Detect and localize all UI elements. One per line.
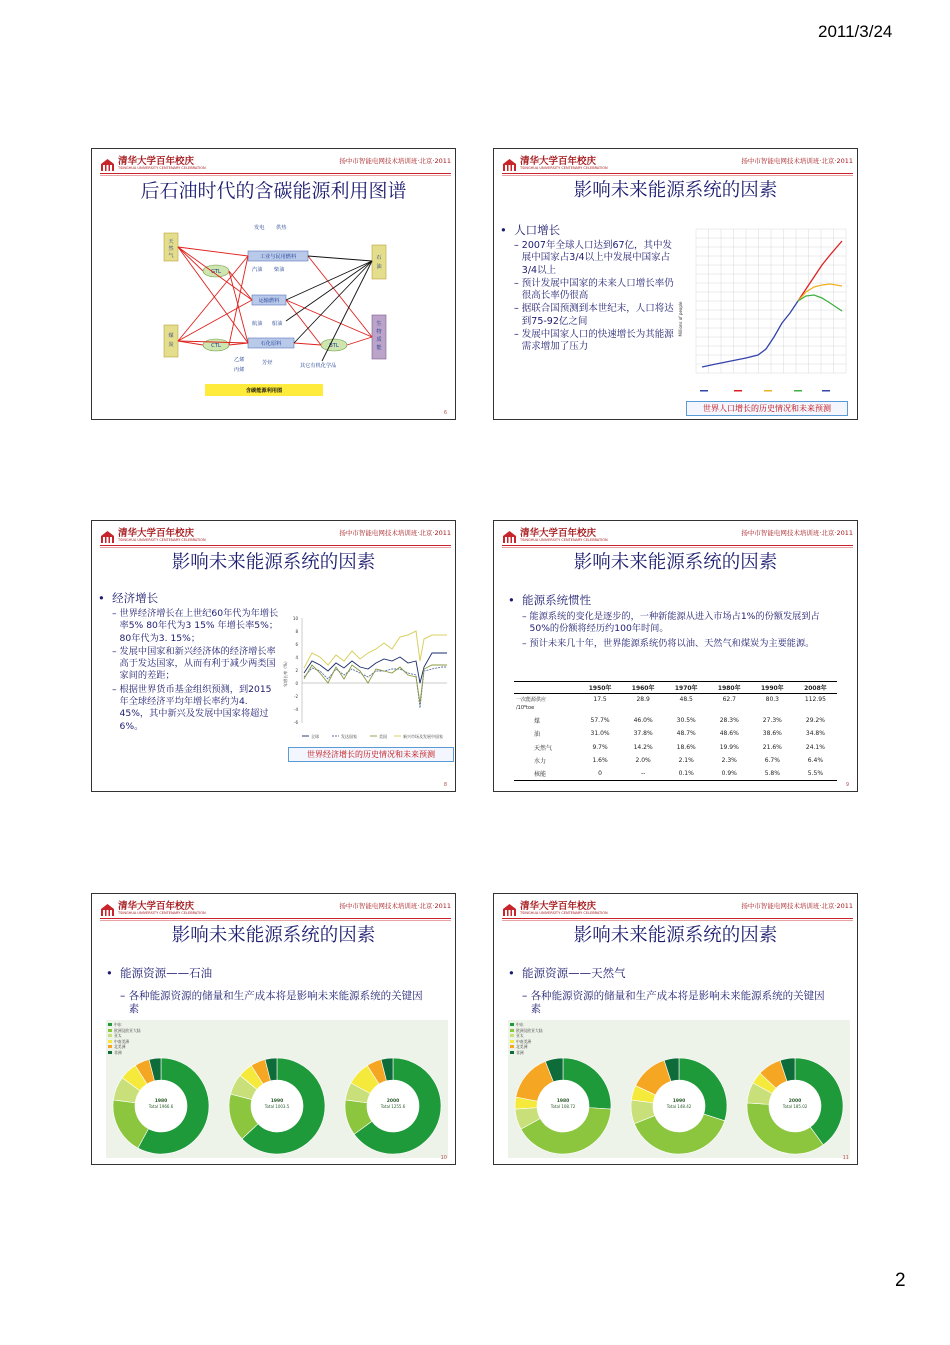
donut-year: 1990 [672, 1099, 686, 1104]
table-cell [708, 705, 751, 713]
header-divider [502, 545, 853, 546]
legend-swatch [108, 1040, 112, 1043]
building-icon [502, 528, 517, 541]
sub-bullet-list: – 世界经济增长在上世纪60年代为年增长率5% 80年代为3 15% 年增长率5%；80年代为3. 15%； – 发展中国家和新兴经济体的经济增长率高于发达国家，从而有利于减少两类国家间的差距； – 根据世界货币基金组织预测，到2015年全球经济平均年增长率约为4. 45%，其中新兴及发展中国家将超过6%。 [112, 608, 279, 732]
sub-bullet-list: – 2007年全球人口达到67亿，其中发展中国家占3/4以上中发展中国家占3/4以上 – 预计发展中国家的未来人口增长率仍很高长率仍很高 – 据联合国预测到本世纪末，人口将达到75-92亿之间 – 发展中国家人口的快速增长为其能源需求增加了压力 [514, 240, 674, 353]
donut-year: 1980 [154, 1099, 168, 1104]
economic-growth-chart [282, 613, 450, 743]
ytick-label: 4 [295, 655, 298, 660]
table-cell: 5.8% [751, 767, 794, 781]
legend-label: 欧洲及欧亚大陆 [114, 1027, 141, 1033]
logo-text: 清华大学百年校庆 [118, 528, 195, 539]
advanced-series [304, 667, 447, 708]
population-ylabel: Millions of people [678, 301, 683, 337]
course-name: 扬中市智能电网技术培训班·北京·2011 [741, 157, 853, 165]
slide-header [92, 894, 455, 918]
table-cell: -- [622, 767, 665, 781]
table-cell: 48.6% [719, 730, 739, 738]
table-header-row: 1950年 1960年 1970年 1980年 1990年 2008年 [514, 682, 837, 694]
table-cell: 28.9 [636, 696, 650, 704]
population-chart [676, 219, 852, 399]
bullet-main: • 经济增长 [98, 591, 159, 605]
emerging-series [304, 631, 447, 668]
legend-label: 非洲 [516, 1049, 524, 1055]
bullet-main: • 能源系统惯性 [508, 593, 592, 607]
slide-title: 影响未来能源系统的因素 [573, 925, 778, 946]
legend-swatch [510, 1045, 514, 1048]
logo-subtext: TSINGHUA UNIVERSITY CENTENARY CELEBRATION [118, 166, 206, 170]
slide-header [494, 521, 857, 545]
legend-label: 北美洲 [516, 1044, 528, 1049]
ytick-label: -2 [294, 694, 298, 699]
table-cell: 21.6% [762, 743, 782, 751]
ytick-label: 0 [295, 681, 298, 686]
fuel-label: 工业与民用燃料 [259, 254, 297, 260]
slide-title: 后石油时代的含碳能源利用图谱 [140, 180, 407, 202]
natural-gas-label: 天然气 [168, 239, 174, 259]
ytick-label: 6 [295, 642, 298, 647]
sub-bullet: 发展中国家人口的快速增长为其能源需求增加了压力 [521, 329, 674, 353]
diagram-footer-label: 含碳能源利用图 [245, 388, 283, 394]
table-row [514, 705, 837, 713]
table-row [514, 694, 837, 706]
bullet-text: 能源资源——天然气 [522, 966, 626, 980]
legend-swatch [108, 1045, 112, 1048]
building-icon [100, 156, 115, 169]
chart-caption: 世界人口增长的历史情况和未来预测 [686, 401, 848, 416]
building-icon [100, 528, 115, 541]
legend-label: 欧洲及欧亚大陆 [516, 1027, 543, 1033]
legend-usa: 美国 [379, 734, 387, 739]
logo-text: 清华大学百年校庆 [520, 901, 597, 912]
table-cell: 24.1% [805, 743, 825, 751]
donut-total: Total 1003.5 [264, 1104, 290, 1109]
coal-box [164, 325, 178, 357]
building-icon [100, 901, 115, 914]
legend-label: 非洲 [114, 1049, 122, 1055]
slide-gas-resources [493, 893, 858, 1165]
marine-fuel-label: 船油 [272, 321, 283, 327]
table-cell [751, 705, 794, 713]
table-cell: 62.7 [722, 696, 736, 704]
ctl-label: CTL [211, 343, 221, 349]
table-cell: 14.2% [633, 743, 653, 751]
slide-economic-growth [91, 520, 456, 792]
legend-swatch [510, 1034, 514, 1037]
course-name: 扬中市智能电网技术培训班·北京·2011 [741, 902, 853, 910]
donut-year: 2000 [788, 1099, 802, 1104]
slide-title: 影响未来能源系统的因素 [573, 180, 778, 201]
row-label: 一次能源供应 [516, 697, 547, 704]
table-cell: 31.0% [590, 730, 610, 738]
unit-label: /10⁶toe [516, 705, 535, 712]
header-divider [502, 918, 853, 919]
energy-flow-diagram [162, 221, 392, 401]
sub-bullet: 发展中国家和新兴经济体的经济增长率高于发达国家，从而有利于减少两类国家间的差距； [119, 645, 276, 682]
slide-title: 影响未来能源系统的因素 [171, 925, 376, 946]
aromatics-label: 芳烃 [262, 360, 273, 366]
propylene-label: 丙烯 [234, 367, 245, 373]
table-cell: 2.1% [678, 756, 694, 764]
table-cell: 80.3 [765, 696, 779, 704]
sub-bullet-list: – 各种能源资源的储量和生产成本将是影响未来能源系统的关键因素 [120, 990, 442, 1016]
legend-label: 中东 [516, 1022, 524, 1027]
legend-label: 亚太 [516, 1033, 524, 1038]
table-cell: 1.6% [592, 756, 608, 764]
donut-total: Total 185.02 [782, 1104, 808, 1109]
table-cell: 2.3% [721, 756, 737, 764]
header-divider [100, 173, 451, 174]
logo-subtext: TSINGHUA UNIVERSITY CENTENARY CELEBRATION [118, 911, 206, 915]
sub-bullet: 能源系统的变化是逐步的，一种新能源从进入市场占1%的份额发展到占50%的份额将经历约100年时间。 [529, 611, 820, 635]
table-cell: 37.8% [633, 730, 653, 738]
coal-label: 煤炭 [168, 333, 174, 348]
slide-carbon-energy-map [91, 148, 456, 420]
table-cell: 2.0% [635, 756, 651, 764]
table-cell: 27.3% [762, 716, 782, 724]
sub-bullet-list: – 各种能源资源的储量和生产成本将是影响未来能源系统的关键因素 [522, 990, 844, 1016]
page-number: 2 [895, 1270, 906, 1291]
slide-number: 11 [842, 1155, 849, 1161]
legend-label: 亚太 [114, 1033, 122, 1038]
donut-year: 1990 [270, 1099, 284, 1104]
logo-text: 清华大学百年校庆 [520, 528, 597, 539]
bullet-main: • 能源资源——石油 [106, 966, 213, 980]
biomass-label: 生物质能 [376, 321, 382, 351]
table-row [514, 754, 837, 767]
btl-label: BTL [329, 343, 339, 349]
row-label: 水力 [534, 757, 547, 765]
row-label: 天然气 [534, 744, 553, 752]
table-cell: 6.4% [807, 756, 824, 764]
slide-number: 10 [440, 1155, 447, 1161]
row-label: 核能 [514, 767, 579, 781]
logo-text: 清华大学百年校庆 [118, 901, 195, 912]
slide-number: 8 [443, 782, 447, 788]
ytick-label: 8 [295, 629, 298, 634]
energy-supply-table [514, 681, 837, 781]
bullet-text: 能源系统惯性 [522, 593, 592, 607]
logo-text: 清华大学百年校庆 [520, 156, 597, 167]
table-cell [665, 705, 708, 713]
sub-bullet: 2007年全球人口达到67亿，其中发展中国家占3/4以上中发展中国家占3/4以上 [521, 240, 673, 276]
legend-label: 中南美洲 [114, 1038, 130, 1044]
table-cell: 18.6% [676, 743, 696, 751]
table-cell [579, 705, 622, 713]
slide-energy-inertia [493, 520, 858, 792]
table-cell: 17.5 [593, 696, 607, 704]
organic-chem-label: 其它有机化学品 [300, 363, 337, 369]
transport-fuel-label: 运输燃料 [258, 298, 280, 304]
legend-label: 中东 [114, 1022, 122, 1027]
bullet-text: 能源资源——石油 [120, 966, 213, 980]
growth-yticks [293, 616, 299, 725]
bullet-text: 经济增长 [112, 591, 159, 605]
sub-bullet: 预计发展中国家的未来人口增长率仍很高长率仍很高 [521, 277, 674, 302]
slide-header [92, 521, 455, 545]
table-cell: 0.9% [708, 767, 751, 781]
ytick-label: -4 [294, 707, 298, 712]
table-cell: 28.3% [719, 716, 739, 724]
legend-swatch [108, 1029, 112, 1032]
power-label: 发电 [254, 225, 265, 231]
logo-subtext: TSINGHUA UNIVERSITY CENTENARY CELEBRATION [118, 538, 206, 542]
gasoline-label: 汽油 [252, 267, 263, 273]
ethylene-label: 乙烯 [234, 357, 245, 363]
legend-emerging: 新兴市场及发展中国家 [403, 734, 443, 739]
legend-label: 北美洲 [114, 1044, 126, 1049]
sub-bullet: 据联合国预测到本世纪末，人口将达到75-92亿之间 [521, 303, 674, 327]
oil-box [372, 245, 386, 279]
ytick-label: -6 [294, 720, 298, 725]
bullet-main: • 人口增长 [500, 223, 561, 237]
course-name: 扬中市智能电网技术培训班·北京·2011 [339, 157, 451, 165]
bullet-text: 人口增长 [514, 223, 561, 237]
table-cell: 46.0% [633, 716, 653, 724]
donut-total: Total 1255.6 [380, 1104, 406, 1109]
table-cell: 34.8% [805, 730, 825, 738]
table-cell: 6.7% [764, 756, 780, 764]
table-cell: 19.9% [719, 743, 739, 751]
sub-bullet: 世界经济增长在上世纪60年代为年增长率5% 80年代为3 15% 年增长率5%；80年代为3. 15%； [119, 608, 279, 644]
legend-advanced: 发达国家 [341, 734, 357, 739]
growth-legend [302, 733, 443, 739]
legend-world: 全球 [311, 734, 319, 739]
table-cell: 5.5% [794, 767, 837, 781]
sub-bullet: 预计未来几十年，世界能源系统仍将以油、天然气和煤炭为主要能源。 [529, 637, 815, 649]
table-cell: 48.5 [679, 696, 693, 704]
course-name: 扬中市智能电网技术培训班·北京·2011 [741, 529, 853, 537]
donut-total: Total 1966.6 [148, 1104, 174, 1109]
donut-total: Total 148.42 [666, 1104, 692, 1109]
course-name: 扬中市智能电网技术培训班·北京·2011 [339, 529, 451, 537]
logo-text: 清华大学百年校庆 [118, 156, 195, 167]
ytick-label: 10 [292, 616, 298, 621]
donut-year: 1980 [556, 1099, 570, 1104]
header-divider [502, 173, 853, 174]
table-cell: 30.5% [676, 716, 696, 724]
slide-population [493, 148, 858, 420]
legend-swatch [510, 1040, 514, 1043]
slide-number: 6 [443, 410, 447, 416]
slide-header [92, 149, 455, 173]
header-divider [100, 918, 451, 919]
logo-subtext: TSINGHUA UNIVERSITY CENTENARY CELEBRATION [520, 911, 608, 915]
table-cell: 48.7% [676, 730, 696, 738]
building-icon [502, 156, 517, 169]
page-date: 2011/3/24 [818, 22, 893, 41]
row-label: 煤 [534, 717, 541, 725]
diesel-label: 柴油 [274, 267, 285, 273]
growth-ylabel: 年增长率（%） [283, 659, 288, 687]
table-cell: 29.2% [805, 716, 825, 724]
table-cell: 0 [579, 767, 622, 781]
logo-subtext: TSINGHUA UNIVERSITY CENTENARY CELEBRATION [520, 538, 608, 542]
building-icon [502, 901, 517, 914]
heat-label: 供热 [276, 225, 287, 231]
legend-swatch [108, 1034, 112, 1037]
table-row [514, 727, 837, 740]
table-cell [622, 705, 665, 713]
slide-title: 影响未来能源系统的因素 [573, 552, 778, 573]
donut-total: Total 108.72 [550, 1104, 576, 1109]
chart-caption: 世界经济增长的历史情况和未来预测 [288, 747, 454, 762]
legend-label: 中南美洲 [516, 1038, 532, 1044]
table-cell: 38.6% [762, 730, 782, 738]
table-row [514, 740, 837, 753]
jet-fuel-label: 航油 [252, 321, 263, 327]
table-cell: 112.95 [804, 696, 826, 704]
table-cell: 0.1% [665, 767, 708, 781]
oil-donut-charts [106, 1054, 448, 1158]
sub-bullet: 各种能源资源的储量和生产成本将是影响未来能源系统的关键因素 [530, 990, 825, 1015]
oil-label: 石油 [376, 255, 382, 270]
sub-bullet: 各种能源资源的储量和生产成本将是影响未来能源系统的关键因素 [128, 990, 423, 1015]
table-cell: 57.7% [590, 716, 610, 724]
table-cell [794, 705, 837, 713]
table-row [514, 714, 837, 727]
gas-legend [510, 1022, 543, 1055]
legend-swatch [510, 1023, 514, 1026]
oil-legend [108, 1022, 141, 1055]
header-divider [100, 545, 451, 546]
slide-title: 影响未来能源系统的因素 [171, 552, 376, 573]
row-label: 油 [534, 731, 541, 739]
table-cell: 9.7% [592, 743, 608, 751]
sub-bullet-list: – 能源系统的变化是逐步的，一种新能源从进入市场占1%的份额发展到占50%的份额将经历约100年时间。 – 预计未来几十年，世界能源系统仍将以油、天然气和煤炭为主要能源。 [522, 611, 844, 650]
legend-swatch [108, 1023, 112, 1026]
table-row [514, 767, 837, 781]
usa-series [304, 665, 447, 703]
legend-swatch [510, 1029, 514, 1032]
slide-header [494, 894, 857, 918]
gtl-label: GTL [211, 269, 221, 275]
petrochem-label: 石化原料 [260, 341, 282, 347]
ytick-label: 2 [295, 668, 298, 673]
slide-oil-resources [91, 893, 456, 1165]
logo-subtext: TSINGHUA UNIVERSITY CENTENARY CELEBRATION [520, 166, 608, 170]
bullet-main: • 能源资源——天然气 [508, 966, 626, 980]
course-name: 扬中市智能电网技术培训班·北京·2011 [339, 902, 451, 910]
sub-bullet: 根据世界货币基金组织预测，到2015年全球经济平均年增长率约为4. 45%，其中新兴及发展中国家将超过6%。 [119, 683, 272, 732]
slide-header [494, 149, 857, 173]
slide-number: 9 [845, 782, 849, 788]
donut-year: 2000 [386, 1099, 400, 1104]
gas-donut-charts [508, 1054, 850, 1158]
